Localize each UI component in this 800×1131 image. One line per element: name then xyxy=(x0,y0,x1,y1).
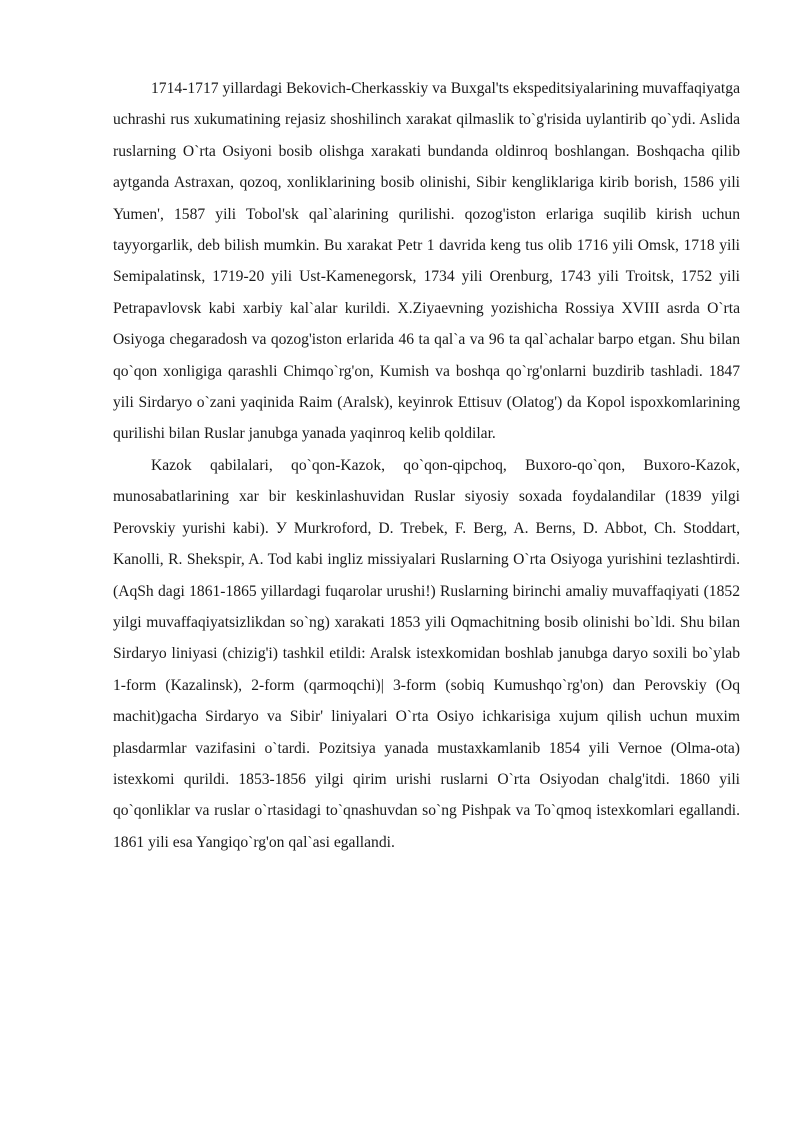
document-page xyxy=(113,73,740,858)
paragraph: 1714-1717 yillardagi Bekovich-Cherkasskiy va Buxgal'ts ekspeditsiyalarining muvaffaqiyatga uchrashi rus xukumatining rejasiz shoshilinch xarakat qilmaslik to`g'risida uylantirib qo`ydi. Aslida ruslarning O`rta Osiyoni bosib olishga xarakati bundanda oldinroq boshlangan. Boshqacha qilib aytganda Astraxan, qozoq, xonliklarining bosib olinishi, Sibir kengliklariga kirib borish, 1586 yili Yumen', 1587 yili Tobol'sk qal`alarining qurilishi. qozog'iston erlariga suqilib kirish uchun tayyorgarlik, deb bilish mumkin. Bu xarakat Petr 1 davrida keng tus olib 1716 yili Omsk, 1718 yili Semipalatinsk, 1719-20 yili Ust-Kamenegorsk, 1734 yili Orenburg, 1743 yili Troitsk, 1752 yili Petrapavlovsk kabi xarbiy kal`alar kurildi. X.Ziyaevning yozishicha Rossiya XVIII asrda O`rta Osiyoga chegaradosh va qozog'iston erlarida 46 ta qal`a va 96 ta qal`achalar barpo etgan. Shu bilan qo`qon xonligiga qarashli Chimqo`rg'on, Kumish va boshqa qo`rg'onlarni buzdirib tashladi. 1847 yili Sirdaryo o`zani yaqinida Raim (Aralsk), keyinrok Ettisuv (Olatog') da Kopol ispoxkomlarining qurilishi bilan Ruslar janubga yanada yaqinroq kelib qoldilar. xyxy=(113,80,740,443)
paragraph: Kazok qabilalari, qo`qon-Kazok, qo`qon-qipchoq, Buxoro-qo`qon, Buxoro-Kazok, munosabatlarining xar bir keskinlashuvidan Ruslar siyosiy soxada foydalandilar (1839 yilgi Perovskiy yurishi kabi). У Murkroford, D. Trebek, F. Berg, A. Berns, D. Abbot, Ch. Stoddart, Kanolli, R. Shekspir, A. Tod kabi ingliz missiyalari Ruslarning O`rta Osiyoga yurishini tezlashtirdi. (AqSh dagi 1861-1865 yillardagi fuqarolar urushi!) Ruslarning birinchi amaliy muvaffaqiyati (1852 yilgi muvaffaqiyatsizlikdan so`ng) xarakati 1853 yili Oqmachitning bosib olinishi bo`ldi. Shu bilan Sirdaryo liniyasi (chizig'i) tashkil etildi: Aralsk istexkomidan boshlab janubga daryo soxili bo`ylab 1-form (Kazalinsk), 2-form (qarmoqchi)| 3-form (sobiq Kumushqo`rg'on) dan Perovskiy (Oq machit)gacha Sirdaryo va Sibir' liniyalari O`rta Osiyo ichkarisiga xujum qilish uchun muxim plasdarmlar vazifasini o`tardi. Pozitsiya yanada mustaxkamlanib 1854 yili Vernoe (Olma-ota) istexkomi qurildi. 1853-1856 yilgi qirim urishi ruslarni O`rta Osiyodan chalg'itdi. 1860 yili qo`qonliklar va ruslar o`rtasidagi to`qnashuvdan so`ng Pishpak va To`qmoq istexkomlari egallandi. 1861 yili esa Yangiqo`rg'on qal`asi egallandi. xyxy=(113,456,740,851)
